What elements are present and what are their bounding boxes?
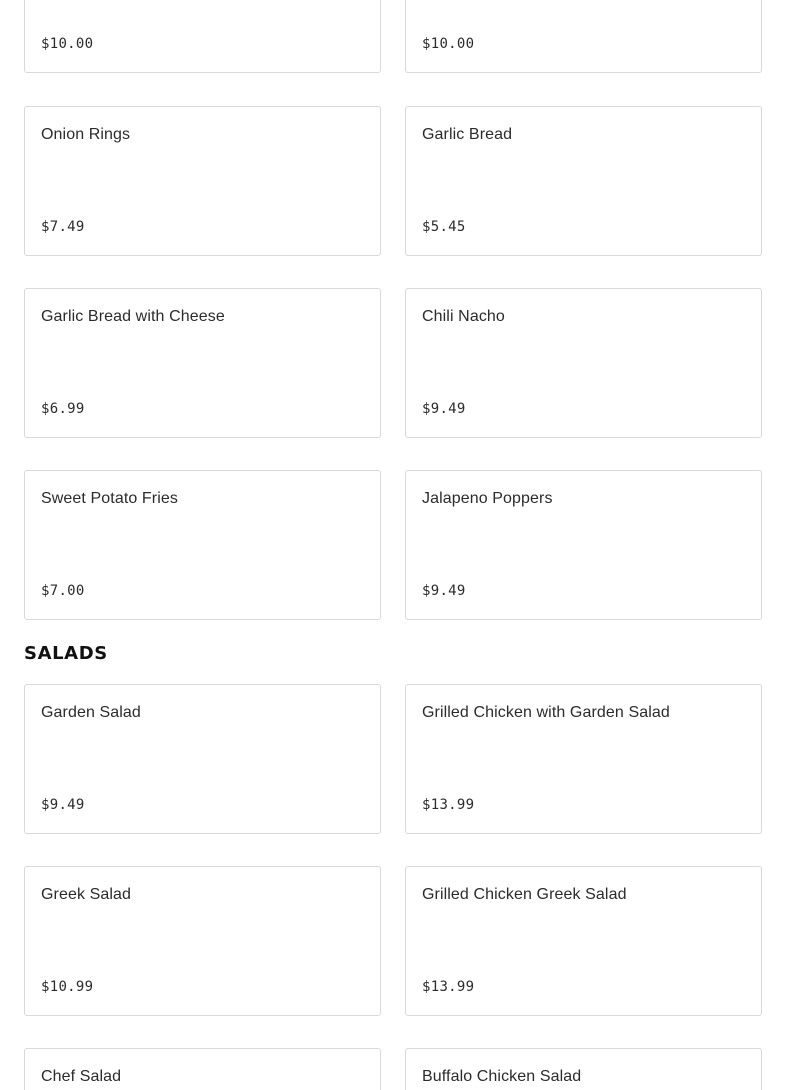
menu-item-name: Grilled Chicken Greek Salad [422,886,627,903]
menu-item-card[interactable] [405,1048,762,1090]
menu-item-name: Jalapeno Poppers [422,490,553,507]
menu-item-card[interactable] [405,0,762,73]
menu-item-name: Garlic Bread [422,126,513,143]
menu-item-price: $9.49 [422,583,466,599]
menu-item-card[interactable] [405,684,762,834]
menu-item-price: $10.99 [41,979,94,995]
menu-item-card[interactable] [24,288,381,438]
menu-item-card[interactable] [405,866,762,1016]
menu-item-price: $9.49 [41,797,85,813]
menu-item-name: Buffalo Chicken Salad [422,1068,582,1085]
menu-item-name: Grilled Chicken with Garden Salad [422,704,670,721]
menu-item-card[interactable] [405,470,762,620]
menu-item-card[interactable] [405,288,762,438]
menu-item-card[interactable] [405,106,762,256]
menu-item-card[interactable] [24,470,381,620]
menu-item-card[interactable] [24,1048,381,1090]
menu-item-name: Chili Nacho [422,308,505,325]
menu-item-price: $6.99 [41,401,85,417]
menu-item-card[interactable] [24,866,381,1016]
menu-item-price: $10.00 [41,36,94,52]
section-heading-salads: SALADS [24,643,108,664]
menu-item-name: Chef Salad [41,1068,122,1085]
menu-item-name: Onion Rings [41,126,131,143]
menu-item-card[interactable] [24,106,381,256]
menu-item-price: $9.49 [422,401,466,417]
menu-item-name: Garden Salad [41,704,141,721]
menu-item-price: $7.00 [41,583,85,599]
menu-item-price: $5.45 [422,219,466,235]
menu-item-name: Greek Salad [41,886,132,903]
menu-item-price: $10.00 [422,36,475,52]
menu-item-price: $7.49 [41,219,85,235]
menu-item-card[interactable] [24,0,381,73]
menu-item-card[interactable] [24,684,381,834]
menu-item-price: $13.99 [422,979,475,995]
menu-item-price: $13.99 [422,797,475,813]
menu-item-name: Garlic Bread with Cheese [41,308,225,325]
menu-item-name: Sweet Potato Fries [41,490,178,507]
